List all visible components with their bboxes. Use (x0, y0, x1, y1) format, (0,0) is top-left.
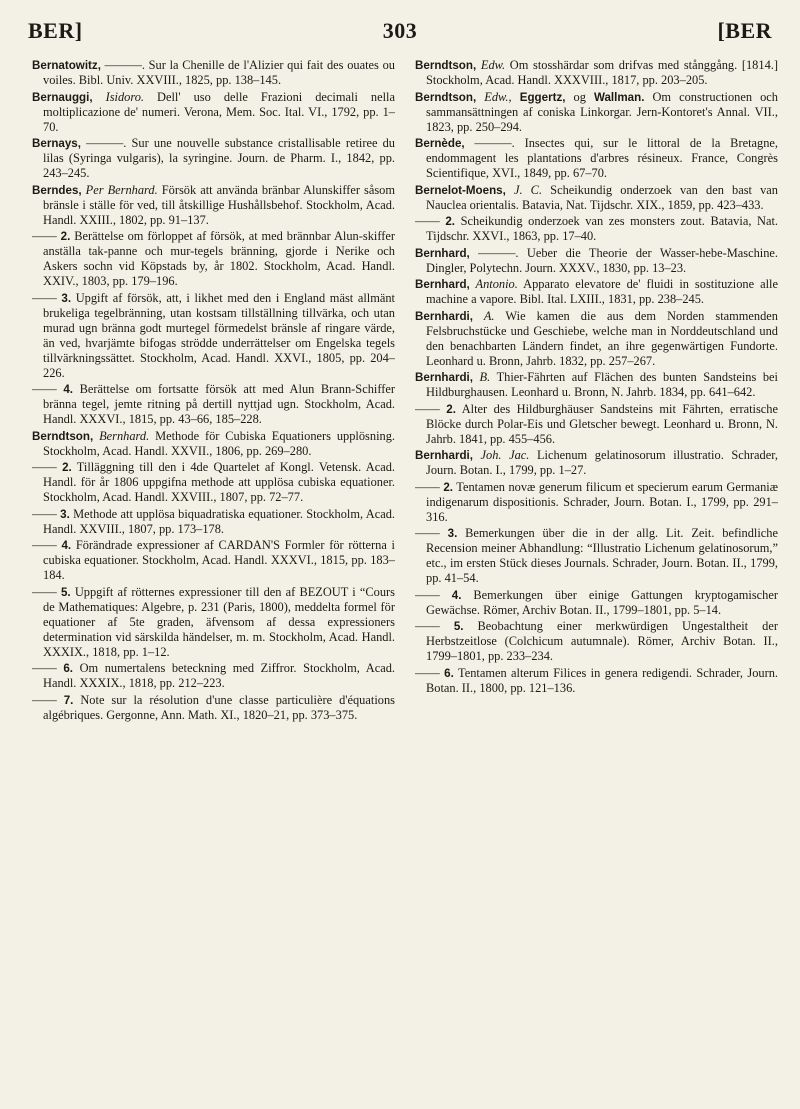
entry-text: Wie kamen die aus dem Norden stammenden Felsbruchstücke und Geschiebe, welche man in Norddeutschland und den benachbarten Ländern findet, an ihre gegenwärtigen Fundorte. Leonhard u. Bronn, Jahrb. 1832, pp. 257–267. (426, 308, 778, 368)
entry-number: 3. (447, 527, 458, 540)
entry-text: Berättelse om förloppet af försök, at med brännbar Alun-skiffer anställa tak-panne och mur-tegels bränning, gjorde i Nerike och Askers sochn vid Köpstads by, år 1802. Stockholm, Acad. Handl. XXIV., 1803, pp. 179–196. (43, 229, 395, 288)
entry-given-name: Antonio. (469, 277, 518, 291)
header-left: BER] (28, 18, 83, 43)
entry-given-name: Edw. (476, 58, 506, 72)
entry-ditto-dash: —— (32, 661, 64, 675)
body-columns (32, 58, 778, 1103)
bib-entry (32, 136, 395, 181)
entry-ditto-dash: —— (32, 382, 64, 396)
entry-ditto-dash: —— (415, 214, 446, 228)
entry-author: Bernhard, (415, 278, 470, 291)
entry-author: Berndtson, (415, 59, 477, 72)
entry-number: 3. (61, 291, 72, 305)
bib-entry (415, 526, 778, 586)
entry-given-name: Isidoro. (92, 89, 145, 104)
entry-author: Bernatowitz, (32, 59, 101, 72)
entry-text: Bemerkungen über die in der allg. Lit. Zeit. befindliche Recension meiner Abhandlung: “Illustratio Lichenum gelatinosorum,” etc., im ersten Stück dieses Journals. Schrader, Journ. Botan. II., 1799, pp. 41–54. (426, 526, 778, 585)
entry-author: Bernauggi, (32, 90, 93, 104)
entry-text: Berättelse om fortsatte försök att med Alun Brann-Schiffer bränna tegel, jemte ritning på dertill nyttjad ugn. Stockholm, Acad. Handl. XXXVI., 1815, pp. 43–66, 185–228. (43, 382, 395, 426)
entry-text: Apparato elevatore de' fluidi in sostituzione alle machine a vapore. Bibl. Ital. LXIII., 1831, pp. 238–245. (426, 277, 778, 306)
entry-author: Berndes, (32, 183, 82, 197)
entry-text: Dell' uso delle Frazioni decimali nella moltiplicazione de' numeri. Verona, Mem. Soc. Ital. VI., 1792, pp. 1–70. (43, 89, 395, 134)
bib-entry (32, 291, 395, 381)
entry-number: 4. (61, 539, 72, 552)
entry-text: Thier-Fährten auf Flächen des bunten Sandsteins bei Hildburghausen. Leonhard u. Bronn, N. Jahrb. 1834, pp. 641–642. (426, 370, 778, 399)
entry-number: 3. (60, 507, 70, 521)
bib-entry (32, 229, 395, 289)
entry-author: Bernhardi, (415, 309, 473, 323)
entry-ditto-dash: —— (415, 479, 444, 494)
entry-given-name: J. C. (505, 182, 543, 197)
entry-text: Scheikundig onderzoek van den bast van Nauclea orientalis. Batavia, Nat. Tijdschr. XIX., 1859, pp. 423–433. (426, 182, 778, 212)
entry-text: Förändrade expressioner af CARDAN'S Formler för rötterna i cubiska equationer. Stockholm, Acad. Handl. XXXVI., 1815, pp. 183–184. (43, 538, 395, 582)
entry-text: Tentamen novæ generum filicum et specierum earum Germaniæ indigenarum dispositionis. Schrader, Journ. Botan. I., 1799, pp. 291–316. (426, 479, 778, 524)
bib-entry (415, 480, 778, 525)
entry-number: 2. (60, 230, 71, 243)
entry-author: Wallman. (593, 90, 645, 104)
running-header (28, 18, 772, 50)
bib-entry (32, 90, 395, 135)
bib-entry (415, 666, 778, 696)
right-column (415, 58, 778, 1103)
bib-entry (32, 585, 395, 660)
entry-text: Tilläggning till den i 4de Quartelet af Kongl. Vetensk. Acad. Handl. för år 1806 uppgifna methode att upplösa cubiska equationer. Stockholm, Acad. Handl. XXVIII., 1807, pp. 72–77. (43, 460, 395, 504)
entry-text: Note sur la résolution d'une classe particulière d'équations algébriques. Gergonne, Ann. Math. XI., 1820–21, pp. 373–375. (43, 692, 395, 722)
bib-entry (415, 588, 778, 618)
entry-author: Berndtson, (32, 429, 94, 443)
entry-ditto-dash: —— (32, 692, 64, 707)
entry-text: Upgift af försök, att, i likhet med den i England mäst allmänt brukeliga tegelbränning, utan kostsam tillställning tillvärka, och utan murad ugn bränna godt murtegel förmedelst bränsle af ringare värde, än ved, hvarjämte bifogas strödde underrättelser om Engelska tegels tillvärkningssättet. Stockholm, Acad. Handl. XXVI., 1805, pp. 204–226. (43, 290, 395, 380)
entry-ditto-dash: —— (32, 506, 61, 521)
entry-author: Bernhard, (415, 246, 470, 260)
entry-given-name: Bernhard. (93, 428, 150, 443)
entry-text: Lichenum gelatinosorum illustratio. Schrader, Journ. Botan. I., 1799, pp. 1–27. (426, 448, 778, 477)
entry-text: Beobachtung einer merkwürdigen Ungestaltheit der Herbstzeitlose (Colchicum autumnale). Römer, Archiv Botan. II., 1799–1801, pp. 233–234. (426, 619, 778, 663)
entry-ditto-dash: —— (415, 526, 448, 540)
entry-ditto-dash: —— (32, 460, 63, 474)
bib-entry (415, 402, 778, 447)
page-number: 303 (382, 18, 418, 43)
entry-number: 5. (60, 585, 71, 599)
bib-entry (32, 693, 395, 723)
bib-entry (415, 58, 778, 88)
entry-text: Om numertalens beteckning med Ziffror. Stockholm, Acad. Handl. XXXIX., 1818, pp. 212–223. (43, 661, 395, 690)
bib-entry (415, 277, 778, 307)
entry-author: Bernède, (415, 137, 465, 150)
entry-text: Methode för Cubiska Equationers upplösning. Stockholm, Acad. Handl. XXVII., 1806, pp. 269–280. (43, 428, 395, 458)
entry-author: Eggertz, (511, 90, 566, 104)
entry-text: Om constructionen och sammansättningen af coniska Linkorgar. Jern-Kontoret's Annal. VII., 1823, pp. 250–294. (426, 89, 778, 134)
entry-author: Bernays, (32, 137, 81, 150)
entry-ditto-dash: —— (32, 584, 61, 599)
entry-ditto-dash: —— (32, 290, 62, 305)
entry-text: Försök att använda bränbar Alunskiffer såsom bränsle i ställe för ved, till åtskillige Hushållsbehof. Stockholm, Acad. Handl. XXIII., 1802, pp. 91–137. (43, 182, 395, 227)
entry-ditto-dash: —— (415, 587, 452, 602)
entry-conjunction: og (565, 89, 594, 104)
entry-ditto-dash: —— (415, 619, 454, 633)
bib-entry (32, 382, 395, 427)
entry-text: Scheikundig onderzoek van zes monsters zout. Batavia, Nat. Tijdschr. XXVI., 1863, pp. 17–40. (426, 214, 778, 243)
bib-entry (415, 90, 778, 135)
header-right: [BER (717, 18, 772, 43)
bib-entry (415, 246, 778, 276)
entry-text: ———. Sur une nouvelle substance cristallisable retiree du lilas (Syringa vulgaris), la syringine. Journ. de Pharm. I., 1842, pp. 243–245. (43, 136, 395, 180)
entry-text: ———. Sur la Chenille de l'Alizier qui fait des ouates ou voiles. Bibl. Univ. XXVIII., 1825, pp. 138–145. (43, 58, 395, 87)
entry-ditto-dash: —— (32, 229, 61, 243)
bib-entry (32, 507, 395, 537)
entry-text: Alter des Hildburghäuser Sandsteins mit Fährten, erratische Blöcke durch Polar-Eis und Gletscher bewegt. Leonhard u. Bronn, N. Jahrb. 1841, pp. 455–456. (426, 401, 778, 446)
entry-number: 6. (63, 662, 74, 675)
entry-ditto-dash: —— (415, 665, 445, 680)
entry-number: 5. (453, 620, 464, 633)
bib-entry (32, 429, 395, 459)
entry-given-name: Per Bernhard. (81, 182, 158, 197)
entry-author: Bernhardi, (415, 449, 473, 462)
entry-text: Tentamen alterum Filices in genera redigendi. Schrader, Journ. Botan. II., 1800, pp. 121–136. (426, 665, 778, 695)
bib-entry (32, 538, 395, 583)
bib-entry (415, 448, 778, 478)
entry-number: 4. (63, 383, 74, 396)
entry-author: Bernelot-Moens, (415, 183, 506, 197)
entry-given-name: Joh. Jac. (472, 448, 530, 462)
entry-text: ———. Ueber die Theorie der Wasser-hebe-Maschine. Dingler, Polytechn. Journ. XXXV., 1830, pp. 13–23. (426, 245, 778, 275)
entry-number: 6. (444, 666, 454, 680)
entry-given-name: Edw., (476, 89, 512, 104)
bib-entry (415, 214, 778, 244)
bib-entry (32, 460, 395, 505)
left-column (32, 58, 395, 1103)
bib-entry (415, 136, 778, 181)
entry-given-name: A. (472, 308, 495, 323)
bib-entry (32, 183, 395, 228)
entry-text: Uppgift af rötternes expressioner till den af BEZOUT i “Cours de Mathematiques: Algebre, p. 231 (Paris, 1800), meddelta formel för equationer af 5te graden, äfvensom af dessa expressioners determination vid särskilda händelser, m. m. Stockholm, Acad. Handl. XXXIX., 1818, pp. 1–12. (43, 584, 395, 659)
entry-text: Methode att upplösa biquadratiska equationer. Stockholm, Acad. Handl. XXVIII., 1807, pp. 173–178. (43, 506, 395, 536)
entry-ditto-dash: —— (415, 401, 447, 416)
entry-text: ———. Insectes qui, sur le littoral de la Bretagne, endommagent les plantations d'arbres résineux. France, Congrès Scientifique, XVI., 1849, pp. 67–70. (426, 136, 778, 180)
entry-number: 7. (63, 693, 74, 707)
entry-author: Berndtson, (415, 90, 477, 104)
entry-author: Bernhardi, (415, 371, 473, 384)
entry-number: 2. (443, 480, 453, 494)
bib-entry (32, 58, 395, 88)
bib-entry (32, 661, 395, 691)
bib-entry (415, 309, 778, 369)
entry-number: 2. (62, 461, 72, 474)
entry-given-name: B. (472, 370, 491, 384)
entry-ditto-dash: —— (32, 538, 62, 552)
bib-entry (415, 370, 778, 400)
entry-number: 2. (445, 215, 456, 228)
entry-number: 2. (446, 402, 456, 416)
bib-entry (415, 183, 778, 213)
entry-text: Bemerkungen über einige Gattungen kryptogamischer Gewächse. Römer, Archiv Botan. II., 1799–1801, pp. 5–14. (426, 587, 778, 617)
entry-text: Om stosshärdar som drifvas med stånggång. [1814.] Stockholm, Acad. Handl. XXXVIII., 1817, pp. 203–205. (426, 58, 778, 87)
bib-entry (415, 619, 778, 664)
entry-number: 4. (451, 588, 462, 602)
